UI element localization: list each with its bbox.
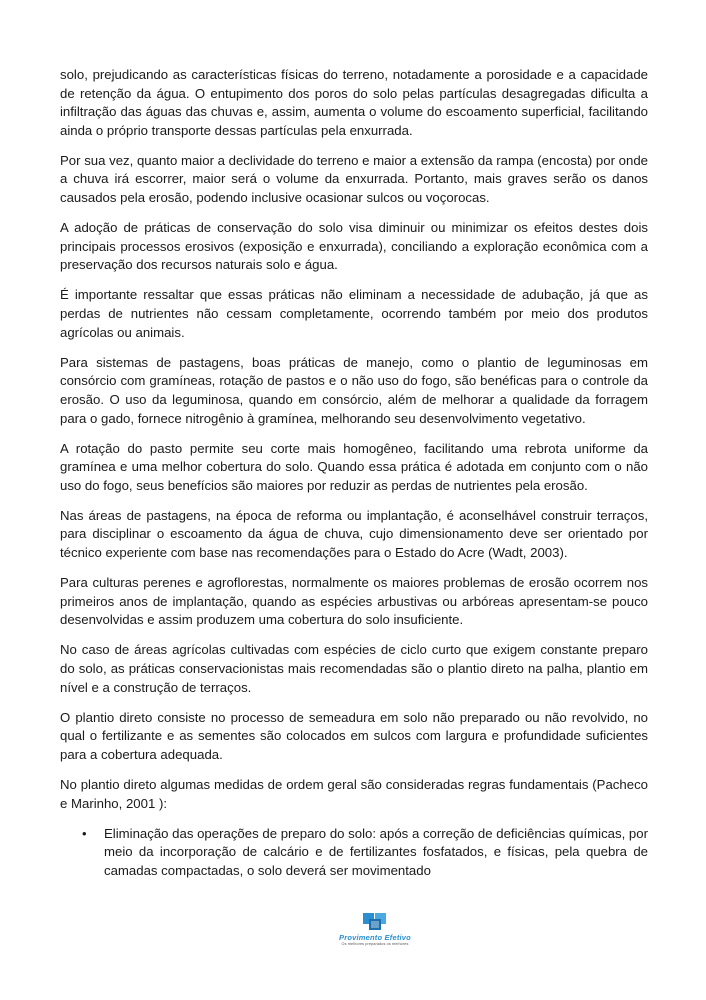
paragraph-2: Por sua vez, quanto maior a declividade do terreno e maior a extensão da rampa (encosta) por onde a chuva irá escorrer, maior será o volume da enxurrada. Portanto, mais graves serão os danos causados pela erosão, podendo inclusive ocasionar sulcos ou voçorocas. <box>60 152 648 206</box>
paragraph-7: Nas áreas de pastagens, na época de reforma ou implantação, é aconselhável construir terraços, para disciplinar o escoamento da água de chuva, cujo dimensionamento deve ser orientado por técnico experiente com base nas recomendações para o Estado do Acre (Wadt, 2003). <box>60 507 648 561</box>
cube-logo-icon <box>362 910 388 932</box>
document-body <box>60 66 648 880</box>
bullet-list <box>60 825 648 881</box>
list-item <box>60 825 648 881</box>
paragraph-9: No caso de áreas agrícolas cultivadas com espécies de ciclo curto que exigem constante preparo do solo, as práticas conservacionistas mais recomendadas são o plantio direto na palha, plantio em nível e a construção de terraços. <box>60 642 648 695</box>
paragraph-5: Para sistemas de pastagens, boas práticas de manejo, como o plantio de leguminosas em consórcio com gramíneas, rotação de pastos e o não uso do fogo, são benéficas para o controle da erosão. O uso da leguminosa, quando em consórcio, além de melhorar a qualidade da forragem para o gado, fornece nitrogênio à gramínea, melhorando seu desenvolvimento vegetativo. <box>60 354 648 426</box>
paragraph-10: O plantio direto consiste no processo de semeadura em solo não preparado ou não revolvido, no qual o fertilizante e as sementes são colocados em sulcos com largura e profundidade suficientes para a cobertura adequada. <box>60 709 648 762</box>
paragraph-1: solo, prejudicando as características físicas do terreno, notadamente a porosidade e a capacidade de retenção da água. O entupimento dos poros do solo pelas partículas desagregadas dificulta a infiltração das águas das chuvas e, assim, aumenta o volume do escoamento superficial, facilitando ainda o próprio transporte dessas partículas pela enxurrada. <box>60 67 648 138</box>
logo-name: Provimento Efetivo <box>339 933 411 942</box>
logo-tagline: Os melhores preparados os melhores <box>341 942 409 946</box>
paragraph-8: Para culturas perenes e agroflorestas, normalmente os maiores problemas de erosão ocorrem nos primeiros anos de implantação, quando as espécies arbustivas ou arbóreas apresentam-se pouco desenvolvidas e assim produzem uma cobertura do solo insuficiente. <box>60 575 648 628</box>
paragraph-4: É importante ressaltar que essas práticas não eliminam a necessidade de adubação, já que as perdas de nutrientes não cessam completamente, ocorrendo também por meio dos produtos agrícolas ou animais. <box>60 287 648 340</box>
paragraph-6: A rotação do pasto permite seu corte mais homogêneo, facilitando uma rebrota uniforme da gramínea e uma melhor cobertura do solo. Quando essa prática é adotada em conjunto com o não uso do fogo, seus benefícios são maiores por reduzir as perdas de nutrientes pela erosão. <box>60 440 648 493</box>
footer-logo <box>330 910 420 958</box>
bullet-marker: • <box>82 825 87 841</box>
bullet-text: Eliminação das operações de preparo do solo: após a correção de deficiências químicas, por meio da incorporação de calcário e de fertilizantes fosfatados, e físicas, pela quebra de camadas compactadas, o solo deverá ser movimentado <box>104 825 648 878</box>
paragraph-11: No plantio direto algumas medidas de ordem geral são consideradas regras fundamentais (Pacheco e Marinho, 2001 ): <box>60 777 648 811</box>
paragraph-3: A adoção de práticas de conservação do solo visa diminuir ou minimizar os efeitos destes dois principais processos erosivos (exposição e enxurrada), conciliando a exploração econômica com a preservação dos recursos naturais solo e água. <box>60 220 648 273</box>
